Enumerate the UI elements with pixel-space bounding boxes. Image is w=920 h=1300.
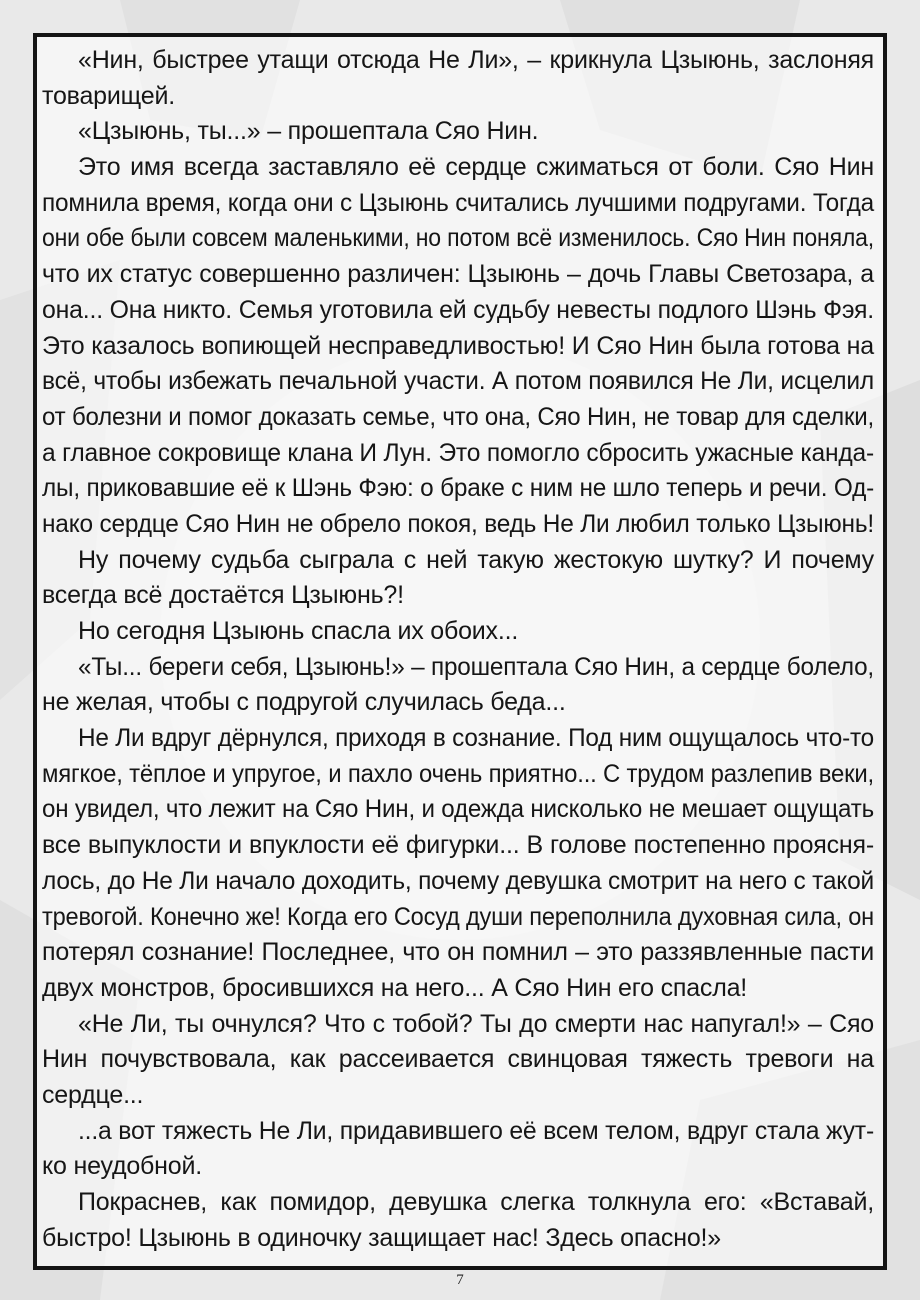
text-line: она... Она никто. Семья уготовила ей судьбу невесты подлого Шэнь Фэя. bbox=[42, 295, 874, 324]
text-line: всегда всё достаётся Цзыюнь?! bbox=[42, 581, 404, 610]
text-line: Но сегодня Цзыюнь спасла их обоих... bbox=[78, 617, 519, 645]
text-line: Ну почему судьба сыграла с ней такую жестокую шутку? И почему bbox=[78, 545, 874, 574]
text-line: товарищей. bbox=[42, 81, 175, 110]
text-line: Это имя всегда заставляло её сердце сжиматься от боли. Сяо Нин bbox=[78, 153, 874, 182]
text-line: Покраснев, как помидор, девушка слегка толкнула его: «Вставай, bbox=[78, 1188, 874, 1216]
text-line: потерял сознание! Последнее, что он помнил – это раззявленные пасти bbox=[42, 938, 874, 967]
text-line: он увидел, что лежит на Сяо Нин, и одежда нисколько не мешает ощущать bbox=[42, 795, 874, 824]
text-line: помнила время, когда они с Цзыюнь считались лучшими подругами. Тогда bbox=[42, 188, 874, 217]
text-line: «Нин, быстрее утащи отсюда Не Ли», – крикнула Цзыюнь, заслоняя bbox=[78, 46, 874, 74]
text-line: всё, чтобы избежать печальной участи. А потом появился Не Ли, исцелил bbox=[42, 367, 874, 396]
text-line: «Цзыюнь, ты...» – прошептала Сяо Нин. bbox=[78, 117, 539, 146]
text-line: сердце... bbox=[42, 1080, 144, 1109]
text-line: Это казалось вопиющей несправедливостью! И Сяо Нин была готова на bbox=[42, 331, 874, 360]
text-line: нако сердце Сяо Нин не обрело покоя, ведь Не Ли любил только Цзыюнь! bbox=[42, 509, 874, 538]
paragraph bbox=[42, 721, 876, 1007]
paragraph bbox=[42, 114, 876, 150]
text-line: от болезни и помог доказать семье, что она, Сяо Нин, не товар для сделки, bbox=[42, 402, 874, 431]
paragraph bbox=[42, 614, 876, 650]
text-line: «Ты... береги себя, Цзыюнь!» – прошептала Сяо Нин, а сердце болело, bbox=[78, 652, 874, 681]
paragraph bbox=[42, 43, 876, 114]
page-number: 7 bbox=[456, 1272, 464, 1288]
text-line: лы, приковавшие её к Шэнь Фэю: о браке с ним не шло теперь и речи. Од- bbox=[42, 474, 874, 503]
text-line: все выпуклости и впуклости её фигурки... В голове постепенно проясня- bbox=[42, 831, 874, 860]
text-line: тревогой. Конечно же! Когда его Сосуд души переполнила духовная сила, он bbox=[42, 902, 874, 931]
paragraph bbox=[42, 543, 876, 614]
paragraph bbox=[42, 650, 876, 721]
text-line: мягкое, тёплое и упругое, и пахло очень приятно... С трудом разлепив веки, bbox=[42, 759, 874, 788]
text-line: ко неудобной. bbox=[42, 1152, 202, 1181]
text-line: «Не Ли, ты очнулся? Что с тобой? Ты до смерти нас напугал!» – Сяо bbox=[78, 1009, 874, 1038]
text-line: двух монстров, бросившихся на него... А Сяо Нин его спасла! bbox=[42, 973, 748, 1002]
text-frame bbox=[33, 33, 887, 1270]
paragraph bbox=[42, 1007, 876, 1114]
text-line: а главное сокровище клана И Лун. Это помогло сбросить ужасные канда- bbox=[42, 438, 874, 467]
paragraph bbox=[42, 150, 876, 543]
text-line: что их статус совершенно различен: Цзыюнь – дочь Главы Светозара, а bbox=[42, 260, 874, 289]
text-line: они обе были совсем маленькими, но потом всё изменилось. Сяо Нин поняла, bbox=[42, 224, 874, 253]
text-line: ...а вот тяжесть Не Ли, придавившего её всем телом, вдруг стала жут- bbox=[78, 1116, 874, 1145]
text-line: лось, до Не Ли начало доходить, почему девушка смотрит на него с такой bbox=[42, 866, 874, 895]
paragraph bbox=[42, 1185, 876, 1256]
paragraph bbox=[42, 1114, 876, 1185]
text-line: Нин почувствовала, как рассеивается свинцовая тяжесть тревоги на bbox=[42, 1045, 874, 1074]
text-line: быстро! Цзыюнь в одиночку защищает нас! Здесь опасно!» bbox=[42, 1223, 721, 1252]
text-line: Не Ли вдруг дёрнулся, приходя в сознание. Под ним ощущалось что-то bbox=[78, 724, 874, 753]
text-line: не желая, чтобы с подругой случилась беда... bbox=[42, 688, 566, 717]
